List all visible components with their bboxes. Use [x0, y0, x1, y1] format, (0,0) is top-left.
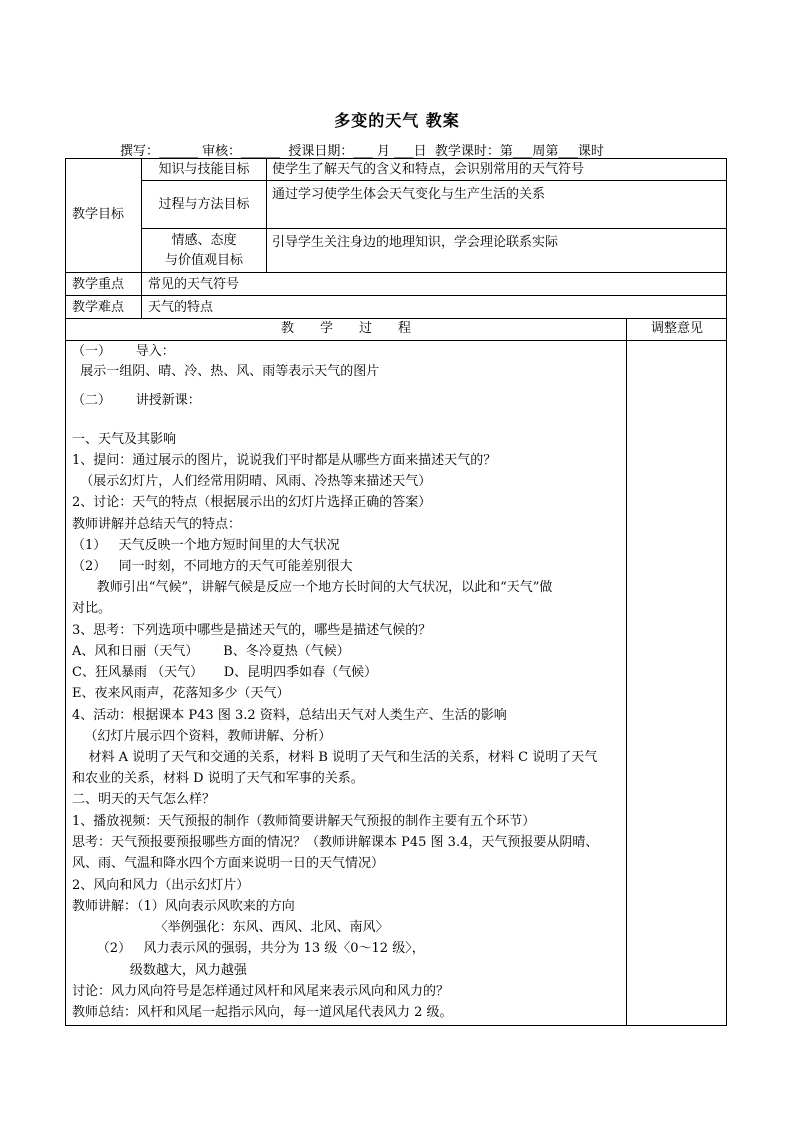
process-line: （二） 讲授新课： — [72, 393, 201, 408]
objective-label-knowledge: 知识与技能目标 — [158, 162, 250, 177]
difficulty-value: 天气的特点 — [148, 300, 214, 315]
process-line: 对比。 — [72, 601, 112, 616]
process-line: 讨论：风力风向符号是怎样通过风杆和风尾来表示风向和风力的？ — [72, 984, 450, 999]
process-line: 展示一组阴、晴、冷、热、风、雨等表示天气的图片 — [72, 364, 380, 379]
process-line: 教师讲解：（1）风向表示风吹来的方向 — [72, 899, 295, 914]
objective-label-emotion-line2: 与价值观目标 — [164, 253, 243, 268]
row-divider — [141, 228, 727, 229]
process-header: 教 学 过 程 — [280, 321, 411, 336]
process-line: 教师讲解并总结天气的特点： — [72, 517, 242, 532]
col-divider — [626, 318, 627, 1026]
process-line: 二、明天的天气怎么样？ — [72, 792, 216, 807]
process-line: 1、提问：通过展示的图片，说说我们平时都是从哪些方面来描述天气的？ — [72, 453, 497, 468]
adjust-header: 调整意见 — [650, 321, 703, 336]
process-line: 风、雨、气温和降水四个方面来说明一日的天气情况） — [72, 856, 385, 871]
process-line: 1、播放视频：天气预报的制作（教师简要讲解天气预报的制作主要有五个环节） — [72, 814, 536, 829]
objective-label-emotion-line1: 情感、态度 — [171, 233, 237, 248]
process-line: （2） 同一时刻，不同地方的天气可能差别很大 — [72, 559, 353, 574]
row-divider — [65, 295, 727, 296]
difficulty-label: 教学难点 — [72, 300, 125, 315]
process-line: （一） 导入： — [72, 344, 175, 359]
process-line: 3、思考：下列选项中哪些是描述天气的，哪些是描述气候的？ — [72, 623, 432, 638]
process-line: 和农业的关系，材料 D 说明了天气和军事的关系。 — [72, 771, 364, 786]
process-line: （展示幻灯片，人们经常用阴晴、风雨、冷热等来描述天气） — [72, 474, 432, 489]
process-line: E、夜来风雨声，花落知多少（天气） — [72, 686, 290, 701]
row-divider — [141, 180, 727, 181]
process-line: 材料 A 说明了天气和交通的关系，材料 B 说明了天气和生活的关系，材料 C 说明了天气 — [72, 750, 598, 765]
row-divider — [65, 272, 727, 273]
process-line: （1） 天气反映一个地方短时间里的大气状况 — [72, 538, 340, 553]
objective-content-emotion: 引导学生关注身边的地理知识，学会理论联系实际 — [272, 235, 559, 250]
key-point-value: 常见的天气符号 — [148, 277, 240, 292]
row-divider — [65, 340, 727, 341]
objectives-label: 教学目标 — [72, 207, 125, 222]
process-line: A、风和日丽（天气） B、冬冷夏热（气候） — [72, 644, 350, 659]
meta-line: 撰写：______ 审核：______ 授课日期：___ 月 ___日 教学课时：第___周第___课时 — [120, 144, 604, 159]
col-divider — [266, 158, 267, 272]
process-line: 〈举例强化：东风、西风、北风、南风〉 — [72, 920, 389, 935]
process-line: 级数越大，风力越强 — [72, 963, 247, 978]
process-line: 教师总结：风杆和风尾一起指示风向，每一道风尾代表风力 2 级。 — [72, 1005, 453, 1020]
objective-label-process: 过程与方法目标 — [158, 197, 250, 212]
process-line: 一、天气及其影响 — [72, 432, 177, 447]
process-line: （2） 风力表示风的强弱，共分为 13 级〈0～12 级〉， — [72, 941, 425, 956]
process-line: （幻灯片展示四个资料，教师讲解、分析） — [72, 729, 332, 744]
page-title: 多变的天气 教案 — [334, 111, 460, 130]
process-line: C、狂风暴雨 （天气） D、昆明四季如春（气候） — [72, 665, 378, 680]
key-point-label: 教学重点 — [72, 277, 125, 292]
process-line: 思考：天气预报要预报哪些方面的情况？（教师讲解课本 P45 图 3.4，天气预报要从阴晴、 — [72, 835, 599, 850]
objective-content-knowledge: 使学生了解天气的含义和特点，会识别常用的天气符号 — [272, 162, 585, 177]
process-line: 4、活动：根据课本 P43 图 3.2 资料，总结出天气对人类生产、生活的影响 — [72, 708, 507, 723]
objective-content-process: 通过学习使学生体会天气变化与生产生活的关系 — [272, 187, 546, 202]
process-line: 教师引出“气候”，讲解气候是反应一个地方长时间的大气状况，以此和“天气”做 — [72, 580, 553, 595]
process-line: 2、风向和风力（出示幻灯片） — [72, 878, 250, 893]
process-line: 2、讨论：天气的特点（根据展示出的幻灯片选择正确的答案） — [72, 495, 432, 510]
row-divider — [65, 318, 727, 319]
